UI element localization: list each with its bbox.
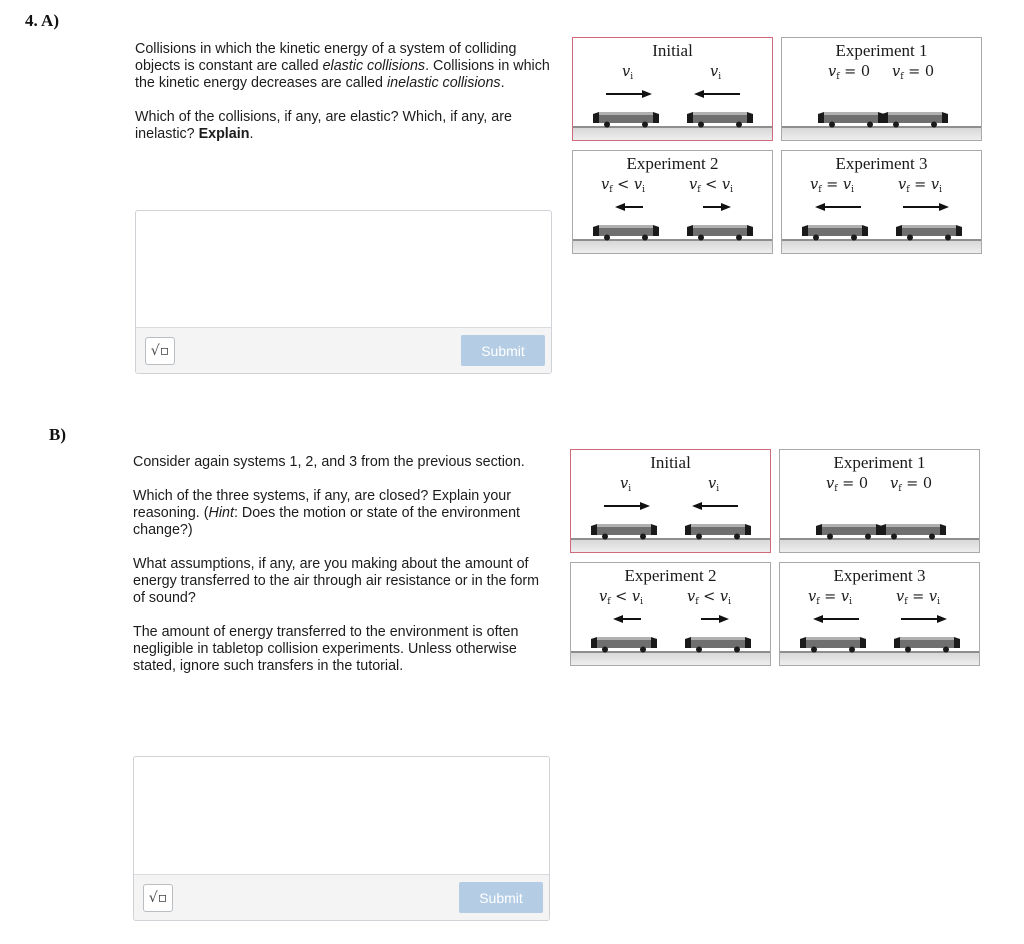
panel-exp2 xyxy=(572,150,773,254)
part-b-paragraph-1: Consider again systems 1, 2, and 3 from the previous section. xyxy=(133,454,525,470)
panel-initial xyxy=(570,449,771,553)
velocity-label-right: $v_i$ xyxy=(710,64,722,82)
cart-1 xyxy=(593,223,659,241)
panel-title: Experiment 3 xyxy=(833,566,926,585)
cart-2 xyxy=(882,110,948,128)
part-a-answer-input[interactable] xyxy=(136,211,551,328)
panel-title: Experiment 1 xyxy=(835,41,928,60)
square-root-icon: √▫ xyxy=(150,343,170,359)
part-b-answer-toolbar xyxy=(134,874,549,920)
velocity-label-left: $v_f = v_i$ xyxy=(808,589,853,607)
part-a-answer-toolbar xyxy=(136,327,551,373)
cart-2 xyxy=(896,223,962,241)
velocity-label-left: $v_f = v_i$ xyxy=(810,177,855,195)
part-b-answer-input[interactable] xyxy=(134,757,549,875)
velocity-label-right: $v_f = v_i$ xyxy=(898,177,943,195)
velocity-label-right: $v_f = 0$ xyxy=(890,476,933,494)
cart-2 xyxy=(894,635,960,653)
track xyxy=(571,538,770,552)
part-b-answer-box xyxy=(133,756,550,921)
arrow-right-icon xyxy=(703,202,731,212)
part-b-submit-button[interactable]: Submit xyxy=(459,882,543,913)
part-a-prompt xyxy=(135,41,550,160)
panel-title: Initial xyxy=(650,453,691,472)
panel-exp3 xyxy=(781,150,982,254)
velocity-label-left: $v_f < v_i$ xyxy=(599,589,644,607)
cart-1 xyxy=(593,110,659,128)
velocity-label-right: $v_f < v_i$ xyxy=(689,177,734,195)
panel-exp1 xyxy=(781,37,982,141)
panel-title: Experiment 1 xyxy=(833,453,926,472)
part-b-label: B) xyxy=(49,425,66,444)
collision-figure-a xyxy=(572,37,984,255)
panel-initial xyxy=(572,37,773,141)
part-b-paragraph-4: The amount of energy transferred to the environment is often negligible in tabletop collision experiments. Unless otherwise stated, ignore such transfers in the tutorial. xyxy=(133,624,519,674)
cart-2 xyxy=(880,522,946,540)
track xyxy=(573,239,772,253)
cart-2 xyxy=(685,522,751,540)
cart-1 xyxy=(818,110,884,128)
panel-title: Experiment 2 xyxy=(626,154,719,173)
arrow-left-icon xyxy=(615,202,643,212)
arrow-right-icon xyxy=(901,614,947,624)
part-b-math-button[interactable] xyxy=(143,884,173,912)
track xyxy=(780,651,979,665)
part-b-prompt xyxy=(133,454,548,692)
cart-1 xyxy=(816,522,882,540)
part-a-math-button[interactable] xyxy=(145,337,175,365)
panel-title: Initial xyxy=(652,41,693,60)
track xyxy=(782,239,981,253)
part-a-submit-button[interactable]: Submit xyxy=(461,335,545,366)
velocity-label-left: $v_i$ xyxy=(622,64,634,82)
panel-exp3 xyxy=(779,562,980,666)
panel-title: Experiment 2 xyxy=(624,566,717,585)
arrow-right-icon xyxy=(694,89,740,99)
velocity-label-left: $v_f < v_i$ xyxy=(601,177,646,195)
track xyxy=(571,651,770,665)
part-a-paragraph-1: Collisions in which the kinetic energy of a system of colliding objects is constant are called elastic collisions. Collisions in which the kinetic energy decreases are called inelastic collisions. xyxy=(135,41,550,91)
velocity-label-right: $v_f = v_i$ xyxy=(896,589,941,607)
arrow-left-icon xyxy=(813,614,859,624)
part-b-paragraph-2: Which of the three systems, if any, are closed? Explain your reasoning. (Hint: Does the motion or state of the environment change?) xyxy=(133,488,521,538)
velocity-label-right: $v_i$ xyxy=(708,476,720,494)
panel-title: Experiment 3 xyxy=(835,154,928,173)
velocity-label-left: $v_i$ xyxy=(620,476,632,494)
cart-2 xyxy=(687,110,753,128)
arrow-right-icon xyxy=(903,202,949,212)
arrow-left-icon xyxy=(606,89,652,99)
panel-exp1 xyxy=(779,449,980,553)
cart-2 xyxy=(687,223,753,241)
part-a-answer-box xyxy=(135,210,552,374)
panel-exp2 xyxy=(570,562,771,666)
arrow-left-icon xyxy=(613,614,641,624)
cart-1 xyxy=(591,522,657,540)
track xyxy=(780,538,979,552)
arrow-right-icon xyxy=(701,614,729,624)
arrow-left-icon xyxy=(815,202,861,212)
part-a-label: 4. A) xyxy=(25,11,59,30)
velocity-label-right: $v_f < v_i$ xyxy=(687,589,732,607)
cart-1 xyxy=(800,635,866,653)
track xyxy=(573,126,772,140)
cart-1 xyxy=(591,635,657,653)
cart-2 xyxy=(685,635,751,653)
velocity-label-left: $v_f = 0$ xyxy=(828,64,871,82)
part-b-paragraph-3: What assumptions, if any, are you making about the amount of energy transferred to the air through air resistance or in the form of sound? xyxy=(133,556,540,606)
part-a-paragraph-2: Which of the collisions, if any, are elastic? Which, if any, are inelastic? Explain. xyxy=(135,109,512,142)
track xyxy=(782,126,981,140)
arrow-right-icon xyxy=(692,501,738,511)
arrow-left-icon xyxy=(604,501,650,511)
velocity-label-right: $v_f = 0$ xyxy=(892,64,935,82)
velocity-label-left: $v_f = 0$ xyxy=(826,476,869,494)
collision-figure-b xyxy=(570,449,982,667)
square-root-icon: √▫ xyxy=(148,890,168,906)
cart-1 xyxy=(802,223,868,241)
